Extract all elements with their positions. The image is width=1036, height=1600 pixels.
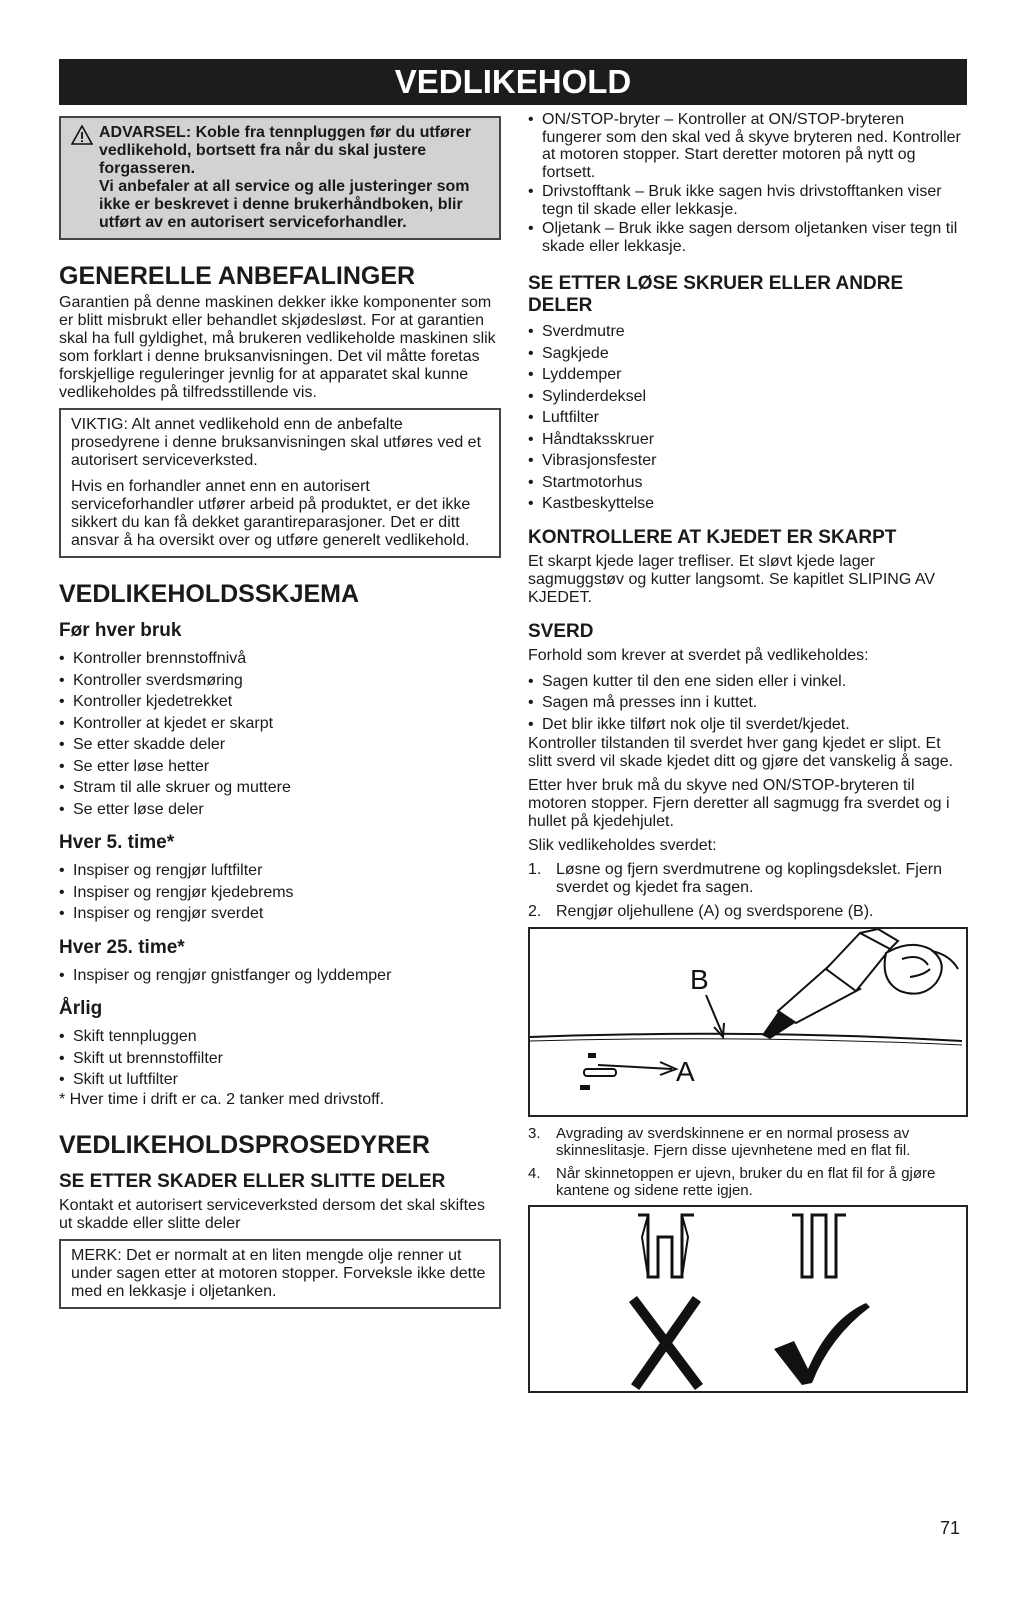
step-text: Når skinnetoppen er ujevn, bruker du en flat fil for å gjøre kantene og sidene rette igjen. xyxy=(556,1165,936,1199)
figure-label-b: B xyxy=(690,964,709,995)
right-column xyxy=(528,111,968,1401)
note-box xyxy=(59,1239,501,1309)
list-item: • Sverdmutre xyxy=(528,321,968,343)
list-item: • Kontroller sverdsmøring xyxy=(59,670,501,692)
warning-triangle-icon xyxy=(71,124,99,178)
important-box xyxy=(59,408,501,558)
top-check-list xyxy=(528,111,968,255)
damage-heading: SE ETTER SKADER ELLER SLITTE DELER xyxy=(59,1170,446,1192)
step-text: Løsne og fjern sverdmutrene og koplingsdekslet. Fjern sverdet og kjedet fra sagen. xyxy=(556,861,942,896)
list-item: • ON/STOP-bryter – Kontroller at ON/STOP-bryteren fungerer som den skal ved å skyve bryteren ned. Kontroller at motoren stopper. Start deretter motoren på nytt og fortsett. xyxy=(528,111,968,181)
list-item xyxy=(528,861,968,897)
figure-label-a: A xyxy=(676,1056,695,1087)
list-item: • Kontroller kjedetrekket xyxy=(59,691,501,713)
page-header-title: VEDLIKEHOLD xyxy=(59,59,967,105)
bar-intro: Forhold som krever at sverdet på vedlikeholdes: xyxy=(528,646,869,664)
list-item xyxy=(528,1165,968,1199)
list-item: • Inspiser og rengjør kjedebrems xyxy=(59,882,501,904)
warning-box xyxy=(59,116,501,240)
rail-filing-figure xyxy=(528,1205,968,1393)
list-item: • Skift tennpluggen xyxy=(59,1026,501,1048)
loose-parts-list xyxy=(528,321,968,515)
list-item: • Det blir ikke tilført nok olje til sverdet/kjedet. xyxy=(528,714,968,736)
step-number: 2. xyxy=(528,903,542,920)
before-use-heading: Før hver bruk xyxy=(59,620,182,641)
bar-steps-list-b xyxy=(528,1125,968,1199)
list-item: • Inspiser og rengjør sverdet xyxy=(59,903,501,925)
damage-body: Kontakt et autorisert serviceverksted dersom det skal skiftes ut skadde eller slitte deler xyxy=(59,1196,485,1232)
list-item: • Stram til alle skruer og muttere xyxy=(59,777,501,799)
general-body: Garantien på denne maskinen dekker ikke komponenter som er blitt misbrukt eller behandlet skjødesløst. For at garantien skal ha full gyldighet, må brukeren vedlikeholde maskinen slik som forklart i denne bruksanvisningen. Det vil måtte foretas forskjellige reguleringer jevnlig for at apparatet skal kunne vedlikeholdes på tilfredsstillende vis. xyxy=(59,294,496,401)
note-text: MERK: Det er normalt at en liten mengde olje renner ut under sagen etter at motoren stopper. Forveksle ikke dette med en lekkasje i oljetanken. xyxy=(71,1246,486,1300)
checkmark-icon xyxy=(774,1303,870,1385)
general-heading: GENERELLE ANBEFALINGER xyxy=(59,262,416,290)
list-item: • Kastbeskyttelse xyxy=(528,493,968,515)
list-item: • Sagen må presses inn i kuttet. xyxy=(528,692,968,714)
list-item xyxy=(528,903,968,921)
list-item: • Lyddemper xyxy=(528,364,968,386)
loose-parts-heading: SE ETTER LØSE SKRUER ELLER ANDRE DELER xyxy=(528,273,904,316)
list-item: • Sagkjede xyxy=(528,343,968,365)
list-item: • Skift ut brennstoffilter xyxy=(59,1048,501,1070)
bar-steps-list-a xyxy=(528,861,968,921)
left-column xyxy=(59,116,501,1309)
sharp-chain-body: Et skarpt kjede lager trefliser. Et sløvt kjede lager sagmuggstøv og kutter langsomt. Se kapitlet SLIPING AV KJEDET. xyxy=(528,552,936,606)
procedures-heading: VEDLIKEHOLDSPROSEDYRER xyxy=(59,1130,430,1159)
before-use-list xyxy=(59,648,501,820)
bar-heading: SVERD xyxy=(528,620,594,642)
every-5-hours-heading: Hver 5. time* xyxy=(59,832,175,853)
step-text: Avgrading av sverdskinnene er en normal prosess av skinneslitasje. Fjern disse ujevnhetene med en flat fil. xyxy=(556,1125,911,1159)
list-item: • Startmotorhus xyxy=(528,472,968,494)
schedule-footnote: * Hver time i drift er ca. 2 tanker med drivstoff. xyxy=(59,1090,385,1108)
list-item: • Sagen kutter til den ene siden eller i vinkel. xyxy=(528,671,968,693)
cross-icon xyxy=(636,1303,696,1383)
list-item: • Se etter løse hetter xyxy=(59,756,501,778)
uneven-rail-icon xyxy=(638,1215,694,1277)
important-text-1: VIKTIG: Alt annet vedlikehold enn de anbefalte prosedyrene i denne bruksanvisningen skal utføres ved et autorisert serviceverksted. xyxy=(71,416,482,469)
list-item: • Kontroller brennstoffnivå xyxy=(59,648,501,670)
bar-paragraph-1: Kontroller tilstanden til sverdet hver gang kjedet er slipt. Et slitt sverd vil skade kjedet ditt og gjøre det vanskelig å sage. xyxy=(528,735,954,770)
straight-rail-icon xyxy=(792,1215,846,1277)
every-5-hours-list xyxy=(59,860,501,925)
list-item: • Luftfilter xyxy=(528,407,968,429)
list-item: • Inspiser og rengjør luftfilter xyxy=(59,860,501,882)
list-item: • Sylinderdeksel xyxy=(528,386,968,408)
warning-text-2: Vi anbefaler at all service og alle justeringer som ikke er beskrevet i denne brukerhåndboken, blir utført av en autorisert serviceforhandler. xyxy=(99,178,470,231)
page-number: 71 xyxy=(940,1518,961,1538)
step-number: 4. xyxy=(528,1165,541,1182)
step-number: 3. xyxy=(528,1125,541,1142)
every-25-hours-heading: Hver 25. time* xyxy=(59,936,185,958)
bar-cleaning-figure xyxy=(528,927,968,1117)
step-number: 1. xyxy=(528,861,542,878)
list-item: • Håndtaksskruer xyxy=(528,429,968,451)
list-item xyxy=(528,1125,968,1159)
yearly-heading: Årlig xyxy=(59,998,103,1019)
list-item: • Se etter løse deler xyxy=(59,799,501,821)
list-item: • Kontroller at kjedet er skarpt xyxy=(59,713,501,735)
list-item: • Drivstofftank – Bruk ikke sagen hvis drivstofftanken viser tegn til skade eller lekkasje. xyxy=(528,183,968,218)
warning-text-1: ADVARSEL: Koble fra tennpluggen før du utfører vedlikehold, bortsett fra når du skal justere forgasseren. xyxy=(99,124,472,177)
step-text: Rengjør oljehullene (A) og sverdsporene (B). xyxy=(556,903,874,920)
list-item: • Se etter skadde deler xyxy=(59,734,501,756)
list-item: • Inspiser og rengjør gnistfanger og lyddemper xyxy=(59,965,501,987)
list-item: • Vibrasjonsfester xyxy=(528,450,968,472)
important-text-2: Hvis en forhandler annet enn en autorisert serviceforhandler utfører arbeid på produktet, er det ikke sikkert du kan få dekket garantireparasjoner. Det er ditt ansvar å ha oversikt over og utføre generelt vedlikehold. xyxy=(71,478,471,549)
every-25-hours-list xyxy=(59,965,501,987)
bar-paragraph-3: Slik vedlikeholdes sverdet: xyxy=(528,837,717,854)
bar-paragraph-2: Etter hver bruk må du skyve ned ON/STOP-bryteren til motoren stopper. Fjern deretter all sagmugg fra sverdet og i hullet på kjedehjulet. xyxy=(528,777,950,830)
yearly-list xyxy=(59,1026,501,1091)
list-item: • Oljetank – Bruk ikke sagen dersom oljetanken viser tegn til skade eller lekkasje. xyxy=(528,220,968,255)
bar-conditions-list xyxy=(528,671,968,736)
sharp-chain-heading: KONTROLLERE AT KJEDET ER SKARPT xyxy=(528,526,897,548)
schedule-heading: VEDLIKEHOLDSSKJEMA xyxy=(59,580,360,608)
list-item: • Skift ut luftfilter xyxy=(59,1069,501,1091)
